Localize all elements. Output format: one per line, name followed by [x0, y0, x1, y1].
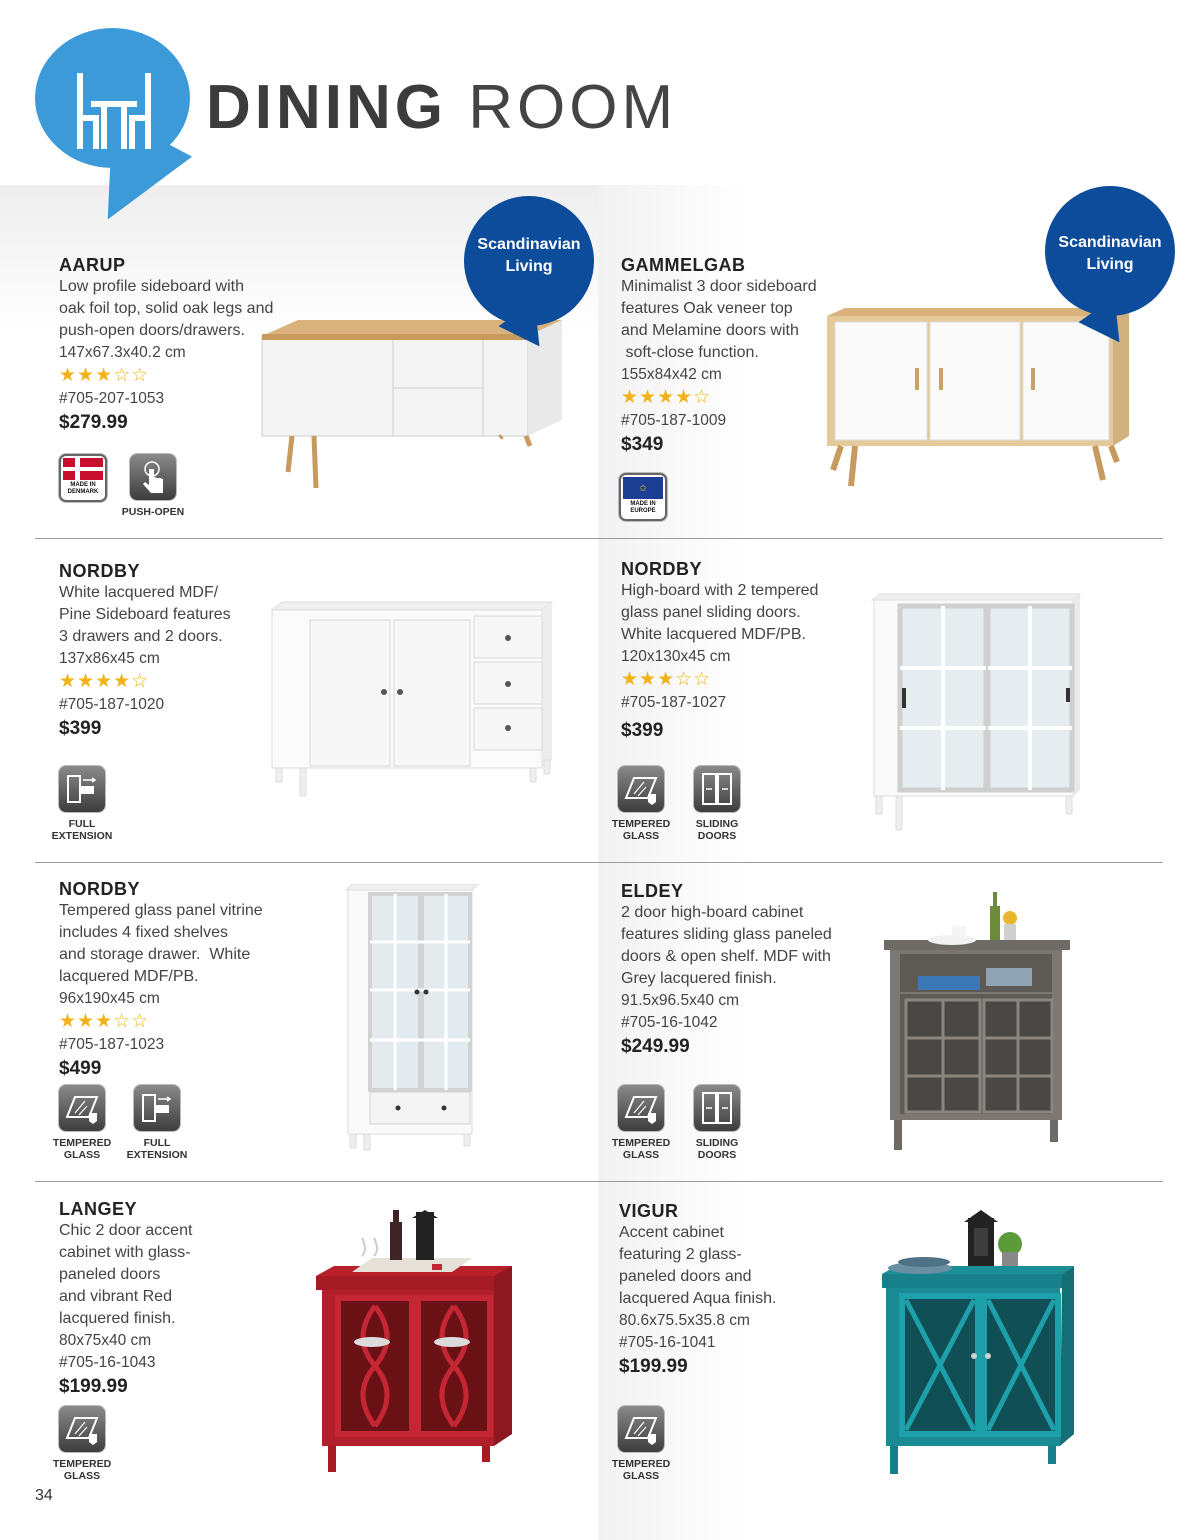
push-open-badge — [120, 454, 186, 518]
product-price: $199.99 — [59, 1376, 128, 1397]
row-divider — [35, 1181, 1163, 1182]
vigur-cabinet-image — [878, 1206, 1076, 1476]
made-in-europe-badge — [619, 473, 667, 521]
sliding-doors-icon — [694, 766, 740, 812]
product-desc-line: glass panel sliding doors. — [621, 604, 801, 621]
product-price: $399 — [59, 718, 102, 739]
product-nordby-vitrine — [59, 878, 299, 1082]
product-desc-line: oak foil top, solid oak legs and — [59, 300, 274, 317]
product-desc-line: White lacquered MDF/ — [59, 584, 219, 601]
product-price: $249.99 — [621, 1036, 690, 1057]
product-name: VIGUR — [619, 1201, 679, 1221]
product-dimensions: 120x130x45 cm — [621, 648, 731, 665]
badge-label: SLIDING DOORS — [695, 1137, 739, 1161]
product-desc-line: High-board with 2 tempered — [621, 582, 819, 599]
product-desc-line: doors & open shelf. MDF with — [621, 948, 831, 965]
page-title: DINING ROOM — [206, 73, 678, 142]
product-nordby-highboard — [621, 558, 861, 744]
product-sku: #705-187-1020 — [59, 696, 165, 713]
product-desc-line: and vibrant Red — [59, 1288, 172, 1305]
badge-label: TEMPERED GLASS — [611, 1458, 671, 1482]
sliding-doors-badge — [684, 1085, 750, 1161]
product-desc-line: 3 drawers and 2 doors. — [59, 628, 223, 645]
made-in-denmark-badge — [58, 454, 108, 502]
product-price: $279.99 — [59, 412, 128, 433]
product-langey — [59, 1198, 294, 1400]
product-desc-line: push-open doors/drawers. — [59, 322, 245, 339]
row-divider — [35, 538, 1163, 539]
product-desc-line: lacquered Aqua finish. — [619, 1290, 777, 1307]
rating-stars: ★★★☆☆ — [59, 365, 150, 386]
product-desc-line: Chic 2 door accent — [59, 1222, 193, 1239]
row-divider — [35, 862, 1163, 863]
rating-stars: ★★★★☆ — [59, 671, 150, 692]
eldey-cabinet-image — [882, 888, 1072, 1152]
tempered-glass-icon — [59, 1406, 105, 1452]
tempered-glass-badge — [47, 1406, 117, 1482]
tempered-glass-icon — [618, 766, 664, 812]
rating-stars: ★★★☆☆ — [59, 1011, 150, 1032]
product-desc-line: Grey lacquered finish. — [621, 970, 777, 987]
product-desc-line: soft-close function. — [621, 344, 759, 361]
product-dimensions: 80.6x75.5x35.8 cm — [619, 1312, 750, 1329]
product-price: $399 — [621, 720, 664, 741]
product-dimensions: 147x67.3x40.2 cm — [59, 344, 186, 361]
product-desc-line: paneled doors and — [619, 1268, 752, 1285]
product-desc-line: and storage drawer. White — [59, 946, 251, 963]
badge-label: TEMPERED GLASS — [52, 1137, 112, 1161]
product-dimensions: 137x86x45 cm — [59, 650, 160, 667]
product-desc-line: features sliding glass paneled — [621, 926, 832, 943]
product-sku: #705-187-1027 — [621, 694, 727, 711]
drawer-extension-icon — [59, 766, 105, 812]
badge-label: TEMPERED GLASS — [611, 1137, 671, 1161]
product-desc-line: includes 4 fixed shelves — [59, 924, 228, 941]
sliding-doors-icon — [694, 1085, 740, 1131]
eu-flag-icon: ✩ MADE IN EUROPE — [619, 473, 667, 521]
tempered-glass-badge — [606, 766, 676, 842]
full-extension-badge — [122, 1085, 192, 1161]
product-name: NORDBY — [621, 559, 703, 579]
badge-label: TEMPERED GLASS — [52, 1458, 112, 1482]
product-sku: #705-16-1041 — [619, 1334, 716, 1351]
product-sku: #705-187-1023 — [59, 1036, 165, 1053]
product-desc-line: Minimalist 3 door sideboard — [621, 278, 817, 295]
product-desc-line: Pine Sideboard features — [59, 606, 231, 623]
product-name: AARUP — [59, 255, 126, 275]
tempered-glass-icon — [618, 1406, 664, 1452]
denmark-flag-icon: MADE IN DENMARK — [59, 454, 107, 502]
product-desc-line: paneled doors — [59, 1266, 161, 1283]
product-eldey — [621, 880, 861, 1060]
product-name: NORDBY — [59, 561, 141, 581]
langey-cabinet-image — [312, 1208, 514, 1476]
product-desc-line: features Oak veneer top — [621, 300, 793, 317]
product-desc-line: lacquered finish. — [59, 1310, 176, 1327]
badge-label: FULL EXTENSION — [51, 818, 113, 842]
gammelgab-sideboard-image — [825, 306, 1131, 488]
nordby-vitrine-image — [344, 884, 480, 1152]
drawer-extension-icon — [134, 1085, 180, 1131]
product-desc-line: lacquered MDF/PB. — [59, 968, 199, 985]
product-vigur — [619, 1200, 854, 1380]
tempered-glass-badge — [47, 1085, 117, 1161]
tempered-glass-icon — [618, 1085, 664, 1131]
badge-label: PUSH-OPEN — [121, 506, 185, 518]
badge-label: TEMPERED GLASS — [611, 818, 671, 842]
product-desc-line: Accent cabinet — [619, 1224, 724, 1241]
product-desc-line: Low profile sideboard with — [59, 278, 244, 295]
product-dimensions: 155x84x42 cm — [621, 366, 722, 383]
product-sku: #705-16-1042 — [621, 1014, 718, 1031]
product-desc-line: 2 door high-board cabinet — [621, 904, 804, 921]
tempered-glass-icon — [59, 1085, 105, 1131]
product-name: GAMMELGAB — [621, 255, 746, 275]
product-dimensions: 80x75x40 cm — [59, 1332, 152, 1349]
full-extension-badge — [46, 766, 118, 842]
product-price: $349 — [621, 434, 664, 455]
product-name: NORDBY — [59, 879, 141, 899]
nordby-sideboard-image — [270, 600, 554, 800]
product-desc-line: cabinet with glass- — [59, 1244, 191, 1261]
product-name: LANGEY — [59, 1199, 138, 1219]
product-dimensions: 91.5x96.5x40 cm — [621, 992, 740, 1009]
product-desc-line: White lacquered MDF/PB. — [621, 626, 806, 643]
product-name: ELDEY — [621, 881, 684, 901]
tempered-glass-badge — [606, 1085, 676, 1161]
push-finger-icon — [130, 454, 176, 500]
rating-stars: ★★★☆☆ — [621, 669, 712, 690]
product-sku: #705-16-1043 — [59, 1354, 156, 1371]
badge-label: FULL EXTENSION — [126, 1137, 188, 1161]
product-sku: #705-187-1009 — [621, 412, 727, 429]
product-nordby-sideboard — [59, 560, 294, 742]
product-price: $499 — [59, 1058, 102, 1079]
nordby-highboard-image — [870, 592, 1082, 832]
product-desc-line: and Melamine doors with — [621, 322, 799, 339]
page-number: 34 — [35, 1487, 53, 1504]
tempered-glass-badge — [606, 1406, 676, 1482]
dining-table-chairs-icon — [72, 70, 156, 154]
product-desc-line: Tempered glass panel vitrine — [59, 902, 263, 919]
product-price: $199.99 — [619, 1356, 688, 1377]
scandinavian-living-badge: Scandinavian Living — [1045, 186, 1175, 316]
rating-stars: ★★★★☆ — [621, 387, 712, 408]
product-desc-line: featuring 2 glass- — [619, 1246, 742, 1263]
sliding-doors-badge — [684, 766, 750, 842]
product-dimensions: 96x190x45 cm — [59, 990, 160, 1007]
scandinavian-living-badge: Scandinavian Living — [464, 196, 594, 326]
product-sku: #705-207-1053 — [59, 390, 165, 407]
badge-label: SLIDING DOORS — [695, 818, 739, 842]
